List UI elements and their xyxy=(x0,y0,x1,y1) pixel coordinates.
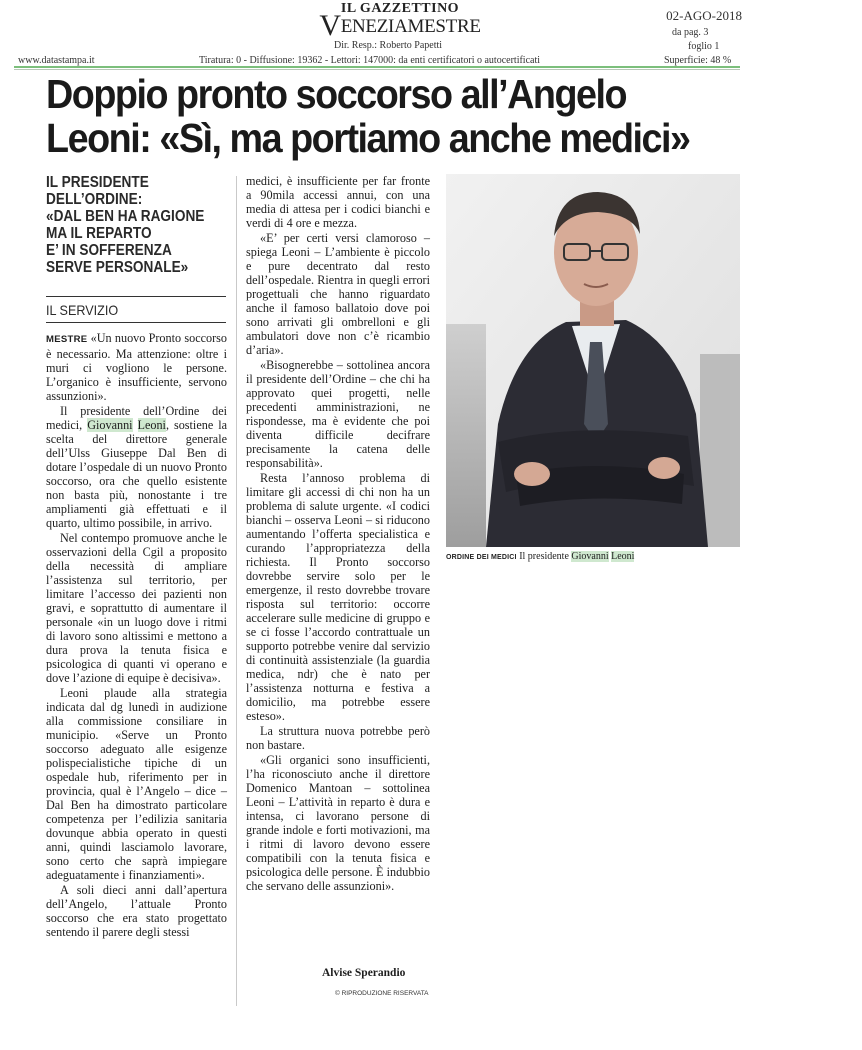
highlighted-name: Leoni xyxy=(611,551,635,562)
kicker-line: DELL’ORDINE: xyxy=(46,191,143,208)
header-rule-thin xyxy=(14,69,740,70)
kicker-divider xyxy=(46,296,226,297)
paragraph-text: Il presidente dell’Ordine dei medici, xyxy=(46,404,227,432)
header-rule xyxy=(14,66,740,68)
highlighted-name: Leoni xyxy=(137,418,166,432)
masthead-title: IL GAZZETTINO xyxy=(340,1,460,16)
kicker-line: MA IL REPARTO xyxy=(46,225,152,242)
paragraph: A soli dieci anni dall’apertura dell’Angelo, l’attuale Pronto soccorso che era stato progettato sentendo il parere degli stessi xyxy=(46,883,227,939)
headline-line-1: Doppio pronto soccorso all’Angelo xyxy=(46,71,627,117)
copyright-notice: © RIPRODUZIONE RISERVATA xyxy=(335,990,429,997)
caption-label: ORDINE DEI MEDICI xyxy=(446,554,517,561)
circulation-info: Tiratura: 0 - Diffusione: 19362 - Lettori: 147000: da enti certificatori o autocertificati xyxy=(199,55,541,66)
masthead-edition-rest: ENEZIAMESTRE xyxy=(340,16,481,37)
column-divider xyxy=(236,176,237,1006)
paragraph-text: «Un nuovo Pronto soccorso è necessario. Ma attenzione: oltre i muri ci vogliono le persone. L’organico è insufficiente, servono assunzioni». xyxy=(46,331,227,403)
masthead xyxy=(300,1,500,42)
source-site: www.datastampa.it xyxy=(18,55,95,66)
byline: Alvise Sperandio xyxy=(322,967,406,979)
paragraph-text: , sostiene la scelta del direttore generale dell’Ulss Giuseppe Dal Ben di dotare l’ospedale di un nuovo Pronto soccorso, ora che quello esistente non basta più, nonostante i tre ampliamenti già effettuati e il quarto, ultimo possibile, in arrivo. xyxy=(46,418,227,530)
sheet-number: foglio 1 xyxy=(688,41,720,52)
kicker-line: E’ IN SOFFERENZA xyxy=(46,242,172,259)
paragraph: «Gli organici sono insufficienti, l’ha riconosciuto anche il direttore Domenico Mantoan – sottolinea Leoni – L’attività in reparto è dura e intensa, ci lavorano persone di grande indole e forti motivazioni, ma i ritmi di lavoro devono essere compatibili con la tenuta fisica e psicologica delle persone. È indubbio che servano delle assunzioni». xyxy=(246,753,430,893)
surface-info: Superficie: 48 % xyxy=(664,55,732,66)
paragraph xyxy=(46,404,227,530)
paragraph: Resta l’annoso problema di limitare gli accessi di chi non ha un problema di salute urgente. «I codici bianchi – osserva Leoni – si riducono aumentando l’offerta specialistica e curando l’appropriatezza della richiesta. Il Pronto soccorso dovrebbe servire solo per le emergenze, il resto dovrebbe trovare risposta sul territorio: occorre accelerare sulle medicine di gruppo e se ci fosse l’accordo contrattuale un supporto potrebbe venire dal servizio di continuità assistenziale (la guardia medica, ndr) che è nato per l’assistenza notturna e festiva a domicilio, ma potrebbe essere esteso». xyxy=(246,471,430,723)
paragraph xyxy=(46,331,227,403)
article-column-2 xyxy=(246,174,430,894)
paragraph: Leoni plaude alla strategia indicata dal dg lunedì in audizione alla commissione consiliare in municipio. «Serve un Pronto soccorso adeguato alle esigenze polispecialistiche tipiche di un ospedale hub, riferimento per in provincia, qual è l’Angelo – dice – Dal Ben ha dimostrato particolare competenza per l’edilizia sanitaria dovunque abbia operato in questi anni, quindi lasciamolo lavorare, sono certo che saprà impiegare adeguatamente i finanziamenti». xyxy=(46,686,227,882)
paragraph: medici, è insufficiente per far fronte a 90mila accessi annui, con una media di attesa per i codici bianchi e verdi di 4 ore e mezza. xyxy=(246,174,430,230)
highlighted-name: Giovanni xyxy=(571,551,609,562)
portrait-illustration xyxy=(446,174,740,547)
paragraph: Nel contempo promuove anche le osservazioni della Cgil a proposito della necessità di ampliare l’assistenza sul territorio, per limitare l’accesso dei pazienti non gravi, e soprattutto di aumentare il personale «in un luogo dove i ritmi di lavoro sono altissimi e mettono a dura prova la tenuta fisica e psicologica di quanti vi operano e dove l’azione di equipe è decisiva». xyxy=(46,531,227,685)
paragraph: «Bisognerebbe – sottolinea ancora il presidente dell’Ordine – che chi ha approvato quei progetti, nelle precedenti amministrazioni, ne rispondesse, ma è evidente che poi diventa difficile decifrare precisamente la catena delle responsabilità». xyxy=(246,358,430,470)
portrait-photo xyxy=(446,174,740,547)
dateline: MESTRE xyxy=(46,334,88,345)
kicker-line: SERVE PERSONALE» xyxy=(46,259,189,276)
highlighted-name: Giovanni xyxy=(87,418,133,432)
kicker-line: IL PRESIDENTE xyxy=(46,174,149,191)
caption-text: Il presidente xyxy=(516,551,572,562)
headline xyxy=(46,72,690,160)
publication-date: 02-AGO-2018 xyxy=(666,8,742,23)
masthead-edition-initial: V xyxy=(319,9,341,42)
section-label: IL SERVIZIO xyxy=(46,302,119,318)
kicker xyxy=(46,174,209,276)
paragraph: «E’ per certi versi clamoroso – spiega Leoni – L’ambiente è piccolo e pure decentrato dal resto dell’ospedale. Rientra in quegli errori progettuali che hanno riguardato anche il famoso ballatoio dove poi sono arrivati gli ombrelloni e gli ambulatori dove non c’è ricambio d’aria». xyxy=(246,231,430,357)
paragraph: La struttura nuova potrebbe però non bastare. xyxy=(246,724,430,752)
article-column-1 xyxy=(46,331,227,940)
page-reference: da pag. 3 xyxy=(672,27,709,38)
masthead-edition xyxy=(300,9,500,42)
director-line: Dir. Resp.: Roberto Papetti xyxy=(334,40,443,51)
headline-line-2: Leoni: «Sì, ma portiamo anche medici» xyxy=(46,115,690,161)
kicker-line: «DAL BEN HA RAGIONE xyxy=(46,208,205,225)
photo-caption xyxy=(446,551,634,562)
section-divider xyxy=(46,322,226,323)
